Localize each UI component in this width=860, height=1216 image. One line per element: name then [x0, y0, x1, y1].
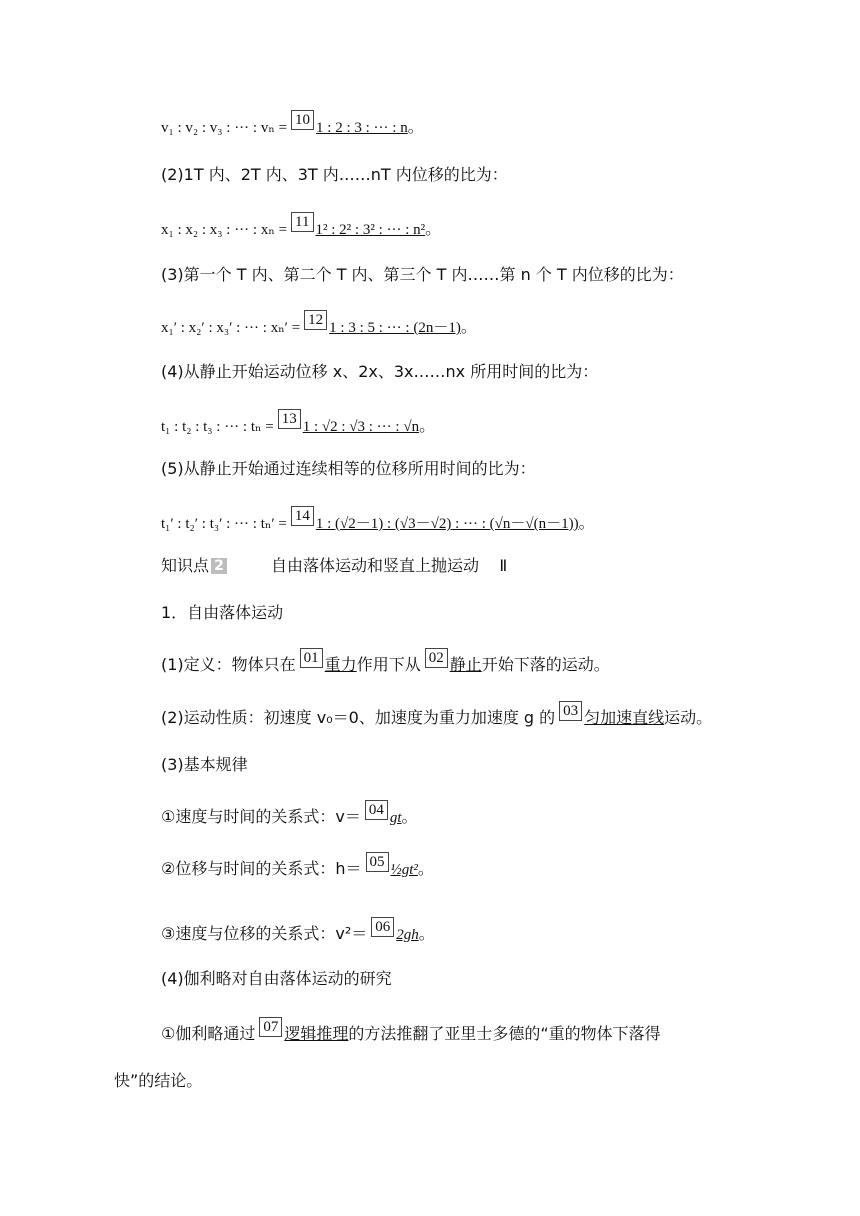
answer-text: 1 : (√2－1) : (√3－√2) : ··· : (√n－√(n－1)) — [315, 516, 579, 532]
formula-prefix: t₁ : t₂ : t₃ : ··· : tₙ = — [161, 419, 274, 435]
knowledge-point-label: 知识点 — [161, 556, 210, 575]
answer-text: 匀加速直线 — [584, 708, 665, 727]
item-5-heading: (5)从静止开始通过连续相等的位移所用时间的比为： — [161, 459, 536, 478]
knowledge-point-title: 自由落体运动和竖直上抛运动 — [271, 556, 480, 575]
answer-text: 1 : √2 : √3 : ··· : √n — [302, 419, 420, 435]
knowledge-point-number-badge: 2 — [211, 558, 227, 574]
blank-number-box: 13 — [278, 409, 301, 429]
ratio-time-line — [161, 411, 436, 438]
answer-text: 1² : 2² : 3² : ··· : n² — [315, 222, 426, 238]
period: 。 — [418, 924, 435, 943]
knowledge-point-level: Ⅱ — [499, 556, 508, 575]
definition-text-a: (1)定义：物体只在 — [161, 655, 296, 674]
law-text: ②位移与时间的关系式：h＝ — [161, 859, 362, 878]
galileo-line-1 — [161, 1019, 661, 1045]
answer-text: 1 : 3 : 5 : ··· : (2n－1) — [329, 320, 461, 336]
period: 。 — [401, 807, 418, 826]
blank-number-box: 11 — [291, 212, 313, 232]
formula-prefix: x₁ : x₂ : x₃ : ··· : xₙ = — [161, 222, 288, 238]
definition-text-b: 作用下从 — [356, 655, 421, 674]
period: 。 — [407, 117, 424, 136]
ratio-velocity-line — [161, 112, 424, 139]
period: 。 — [419, 416, 436, 435]
blank-number-box: 05 — [366, 852, 389, 872]
displacement-time-line — [161, 854, 434, 881]
definition-line — [161, 650, 610, 676]
law-text: ①速度与时间的关系式：v＝ — [161, 807, 361, 826]
velocity-displacement-line — [161, 919, 435, 946]
period: 。 — [417, 859, 434, 878]
blank-number-box: 01 — [300, 648, 323, 668]
period: 。 — [425, 219, 442, 238]
galileo-heading: (4)伽利略对自由落体运动的研究 — [161, 969, 392, 988]
blank-number-box: 06 — [371, 917, 394, 937]
answer-text: 重力 — [324, 655, 357, 674]
section-1-heading: 1．自由落体运动 — [161, 603, 284, 622]
property-text-c: 运动。 — [664, 708, 713, 727]
property-text-a: (2)运动性质：初速度 v₀＝0、加速度为重力加速度 g 的 — [161, 708, 556, 727]
formula-prefix: x₁′ : x₂′ : x₃′ : ··· : xₙ′ = — [161, 320, 301, 336]
answer-text: 1 : 2 : 3 : ··· : n — [316, 120, 408, 136]
ratio-successive-displacement-line — [161, 312, 477, 339]
ratio-successive-time-line — [161, 508, 595, 535]
period: 。 — [578, 513, 595, 532]
item-4-heading: (4)从静止开始运动位移 x、2x、3x……nx 所用时间的比为： — [161, 362, 599, 381]
blank-number-box: 07 — [259, 1017, 282, 1037]
galileo-text-a: ①伽利略通过 — [161, 1024, 256, 1043]
basic-laws-heading: (3)基本规律 — [161, 755, 248, 774]
galileo-line-2: 快”的结论。 — [114, 1071, 203, 1090]
blank-number-box: 02 — [425, 648, 448, 668]
velocity-time-line — [161, 802, 418, 829]
formula-prefix: t₁′ : t₂′ : t₃′ : ··· : tₙ′ = — [161, 516, 287, 532]
blank-number-box: 04 — [365, 800, 388, 820]
answer-text: 静止 — [449, 655, 482, 674]
item-3-heading: (3)第一个 T 内、第二个 T 内、第三个 T 内……第 n 个 T 内位移的比为： — [161, 265, 684, 284]
blank-number-box: 14 — [291, 506, 314, 526]
law-text: ③速度与位移的关系式：v²＝ — [161, 924, 368, 943]
period: 。 — [460, 317, 477, 336]
definition-text-c: 开始下落的运动。 — [481, 655, 610, 674]
answer-text: 2gh — [396, 927, 419, 943]
blank-number-box: 12 — [304, 310, 327, 330]
answer-text: gt — [389, 810, 402, 826]
formula-prefix: v₁ : v₂ : v₃ : ··· : vₙ = — [161, 120, 288, 136]
ratio-displacement-line — [161, 214, 442, 241]
motion-property-line — [161, 703, 713, 729]
answer-text: 逻辑推理 — [284, 1024, 349, 1043]
galileo-text-c: 的方法推翻了亚里士多德的“重的物体下落得 — [348, 1024, 661, 1043]
knowledge-point-heading — [161, 555, 507, 577]
blank-number-box: 03 — [559, 701, 582, 721]
item-2-heading: (2)1T 内、2T 内、3T 内……nT 内位移的比为： — [161, 165, 508, 184]
answer-text: ½gt² — [390, 862, 418, 878]
blank-number-box: 10 — [291, 110, 314, 130]
